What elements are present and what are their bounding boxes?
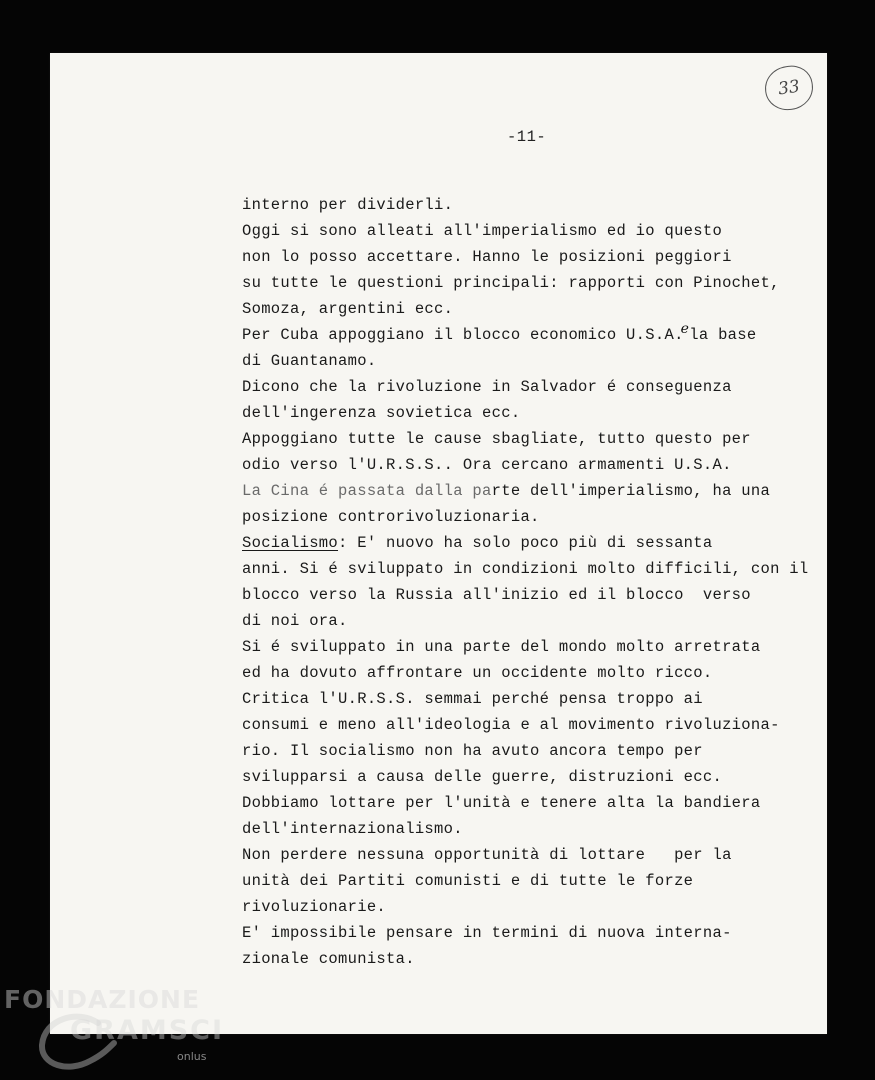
text-line: Dicono che la rivoluzione in Salvador é conseguenza (242, 378, 732, 396)
document-page (50, 53, 827, 1034)
text-line: anni. Si é sviluppato in condizioni molto difficili, con il (242, 560, 809, 578)
text-line: non lo posso accettare. Hanno le posizioni peggiori (242, 248, 732, 266)
fondazione-gramsci-watermark (4, 985, 224, 1080)
text-line: dell'ingerenza sovietica ecc. (242, 404, 521, 422)
text-line: unità dei Partiti comunisti e di tutte le forze (242, 872, 694, 890)
text-segment: : E' nuovo ha solo poco più di sessanta (338, 534, 713, 552)
text-line: Dobbiamo lottare per l'unità e tenere alta la bandiera (242, 794, 761, 812)
text-line: odio verso l'U.R.S.S.. Ora cercano armamenti U.S.A. (242, 456, 732, 474)
text-line (242, 478, 809, 504)
watermark-line2: GRAMSCI (70, 1015, 225, 1046)
text-line: svilupparsi a causa delle guerre, distruzioni ecc. (242, 768, 723, 786)
text-segment: Per Cuba appoggiano il blocco economico U.S.A. (242, 326, 684, 344)
text-line: posizione controrivoluzionaria. (242, 508, 540, 526)
typed-text-body (242, 192, 809, 972)
text-line: rivoluzionarie. (242, 898, 387, 916)
text-line: dell'internazionalismo. (242, 820, 463, 838)
text-line: Critica l'U.R.S.S. semmai perché pensa troppo ai (242, 690, 703, 708)
text-line: Appoggiano tutte le cause sbagliate, tutto questo per (242, 430, 751, 448)
text-line: Non perdere nessuna opportunità di lottare per la (242, 846, 732, 864)
text-line: consumi e meno all'ideologia e al movimento rivoluziona- (242, 716, 780, 734)
text-line: Somoza, argentini ecc. (242, 300, 454, 318)
text-line: di noi ora. (242, 612, 348, 630)
watermark-onlus: onlus (177, 1050, 207, 1063)
text-line: interno per dividerli. (242, 196, 454, 214)
text-line (242, 530, 809, 556)
text-line: Oggi si sono alleati all'imperialismo ed io questo (242, 222, 723, 240)
text-line: Si é sviluppato in una parte del mondo molto arretrata (242, 638, 761, 656)
handwritten-annotation: e (680, 321, 690, 337)
text-line: blocco verso la Russia all'inizio ed il blocco verso (242, 586, 751, 604)
text-line (242, 322, 809, 348)
faded-text-segment: La Cina é passata dalla pa (242, 482, 492, 500)
archive-mark: 33 (762, 63, 816, 113)
text-segment: la base (689, 326, 757, 344)
text-line: di Guantanamo. (242, 352, 377, 370)
watermark-line1: FONDAZIONE (4, 985, 201, 1014)
text-line: E' impossibile pensare in termini di nuova interna- (242, 924, 732, 942)
text-line: zionale comunista. (242, 950, 415, 968)
text-line: su tutte le questioni principali: rapporti con Pinochet, (242, 274, 780, 292)
text-segment: rte dell'imperialismo, ha una (491, 482, 771, 500)
section-heading-socialismo: Socialismo (242, 534, 339, 552)
text-line: rio. Il socialismo non ha avuto ancora tempo per (242, 742, 703, 760)
text-line: ed ha dovuto affrontare un occidente molto ricco. (242, 664, 713, 682)
page-number: -11- (507, 128, 547, 146)
